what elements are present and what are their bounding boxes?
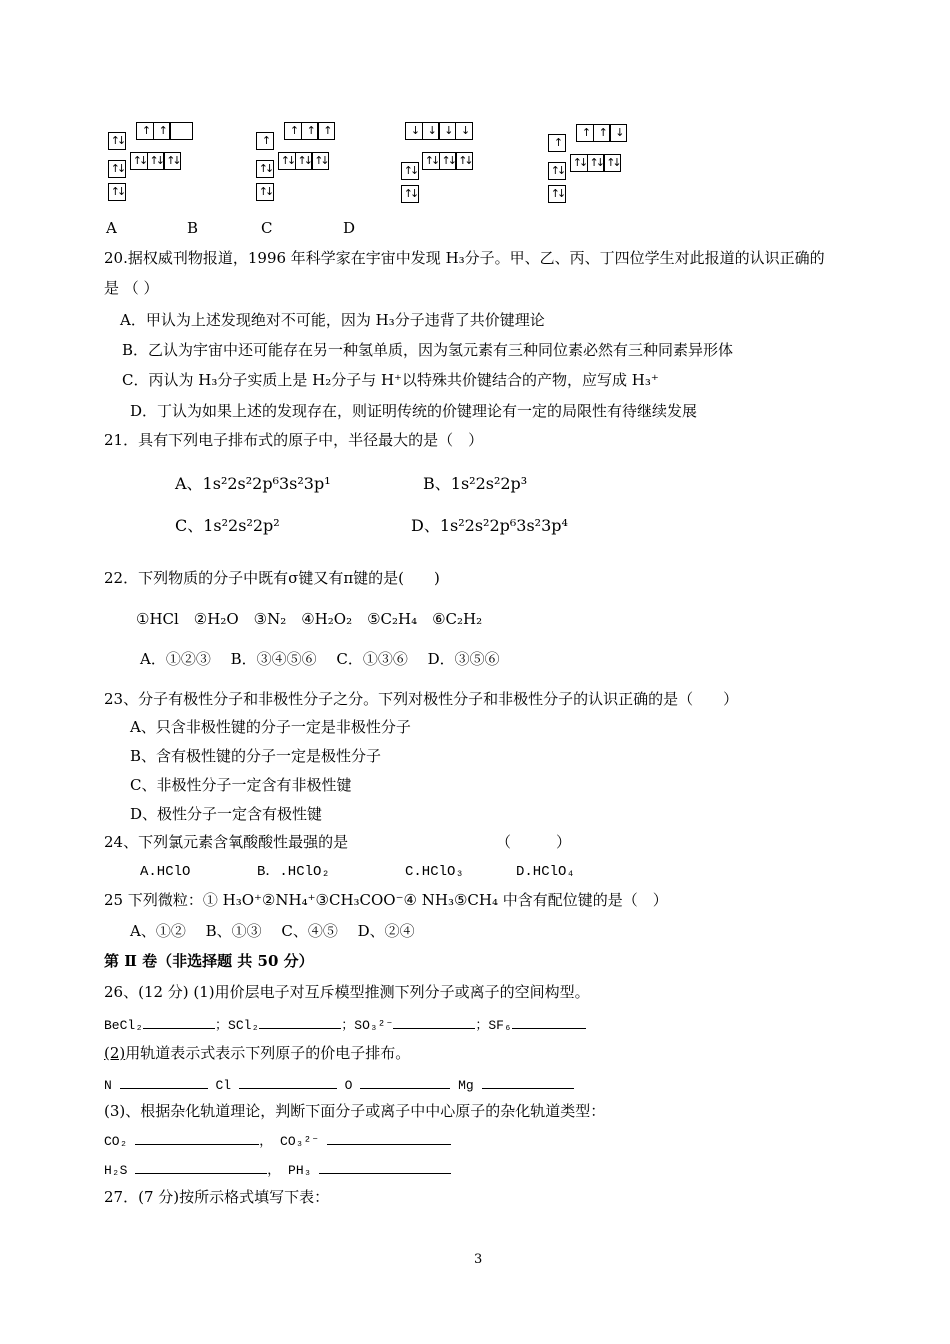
answer-blank[interactable] [120,1074,208,1089]
orbital-box: ↑↓ [163,152,181,170]
orbital-box: ↑↓ [130,152,148,170]
orbital-a-s1 [108,132,126,150]
orbital-b-s1 [256,183,274,201]
separator: ； [215,1018,229,1033]
species-label: CO₃²⁻ [280,1134,320,1149]
orbital-box: ↑↓ [603,154,621,172]
orbital-b-p [278,152,329,170]
orbital-box: ↑ [153,122,171,140]
orbital-box: ↑↓ [548,162,566,180]
atom-label: Mg [458,1078,474,1093]
answer-blank[interactable] [393,1014,475,1029]
part2-number: (2) [104,1044,126,1062]
q20-stem-line1: 20.据权威刊物报道，1996 年科学家在宇宙中发现 H₃分子。甲、乙、丙、丁四位学生对此报道的认识正确的 [104,249,825,267]
orbital-box: ↑↓ [548,185,566,203]
q21-option-a: A、1s²2s²2p⁶3s²3p¹ [175,474,331,493]
q23-stem: 23、分子有极性分子和非极性分子之分。下列对极性分子和非极性分子的认识正确的是（ ） [104,690,739,708]
orbital-box: ↑↓ [256,183,274,201]
answer-blank[interactable] [360,1074,450,1089]
q20-stem-line2: 是 （ ） [104,279,159,297]
orbital-a-s3 [108,183,126,201]
species-label: SCl₂ [228,1018,260,1033]
q23-option-b: B、含有极性键的分子一定是极性分子 [130,747,382,765]
option-label-d: D [343,219,356,237]
orbital-box: ↑↓ [278,152,296,170]
option-label-b: B [187,219,199,237]
separator: ， [259,1134,273,1149]
q24-paren: （ ） [496,833,572,851]
orbital-box: ↑↓ [587,154,605,172]
q20-option-b: B．乙认为宇宙中还可能存在另一种氢单质，因为氢元素有三种同位素必然有三种同素异形体 [122,341,734,359]
orbital-box: ↑↓ [295,152,313,170]
orbital-c-p [422,152,473,170]
orbital-box: ↑↓ [455,152,473,170]
orbital-box: ↑↓ [570,154,588,172]
orbital-box: ↓ [405,122,423,140]
q25-options: A、①② B、①③ C、④⑤ D、②④ [130,922,415,940]
q25-stem: 25 下列微粒：① H₃O⁺②NH₄⁺③CH₃COO⁻④ NH₃⑤CH₄ 中含有配位键的是（ ） [104,891,668,909]
orbital-b-s2 [256,160,274,178]
part2-title: 第 Ⅱ 卷（非选择题 共 50 分） [104,952,314,970]
part2-text: 用轨道表示式表示下列原子的价电子排布。 [125,1044,411,1062]
species-label: CO₂ [104,1134,128,1149]
orbital-box: ↑↓ [108,183,126,201]
orbital-b-top [284,122,335,140]
orbital-box [169,122,193,140]
answer-blank[interactable] [135,1159,267,1174]
q22-stem: 22．下列物质的分子中既有σ键又有π键的是( ) [104,569,440,587]
orbital-d-s1 [548,185,566,203]
q27-stem: 27．(7 分)按所示格式填写下表： [104,1188,330,1206]
answer-blank[interactable] [239,1074,337,1089]
q24-option-c: C.HClO₃ [405,864,464,880]
separator: ； [341,1018,355,1033]
orbital-c-s1 [401,185,419,203]
atom-label: O [344,1078,353,1093]
answer-blank[interactable] [482,1074,574,1089]
q20-option-a: A．甲认为上述发现绝对不可能，因为 H₃分子违背了共价键理论 [120,311,545,329]
orbital-b-extra [256,132,274,150]
orbital-box: ↑↓ [147,152,165,170]
orbital-box: ↑ [317,122,335,140]
orbital-d-s2 [548,162,566,180]
q22-items: ①HCl ②H₂O ③N₂ ④H₂O₂ ⑤C₂H₄ ⑥C₂H₂ [136,610,483,628]
q24-option-b: B．.HClO₂ [257,864,330,880]
orbital-box: ↑ [576,124,594,142]
q26-stem: 26、(12 分) (1)用价层电子对互斥模型推测下列分子或离子的空间构型。 [104,983,590,1001]
orbital-box: ↑↓ [401,162,419,180]
q24-option-a: A.HClO [140,864,191,880]
q20-option-c: C．丙认为 H₃分子实质上是 H₂分子与 H⁺以特殊共价键结合的产物，应写成 H₃⁺ [122,371,659,389]
orbital-box: ↑↓ [401,185,419,203]
q21-option-d: D、1s²2s²2p⁶3s²3p⁴ [411,516,568,535]
orbital-d-top [576,124,627,142]
orbital-box: ↓ [609,124,627,142]
orbital-box: ↑↓ [108,132,126,150]
orbital-box: ↑ [301,122,319,140]
orbital-d-extra [548,134,566,152]
q24-stem: 24、下列氯元素含氧酸酸性最强的是 [104,833,349,851]
q26-part2-stem [104,1043,410,1063]
orbital-box: ↑↓ [311,152,329,170]
separator: ； [475,1018,489,1033]
q26-part3-stem: (3)、根据杂化轨道理论，判断下面分子或离子中中心原子的杂化轨道类型： [104,1102,606,1120]
atom-label: N [104,1078,112,1093]
orbital-box: ↑ [256,132,274,150]
q23-option-d: D、极性分子一定含有极性键 [130,805,323,823]
q21-stem: 21．具有下列电子排布式的原子中，半径最大的是（ ） [104,431,484,449]
separator: ， [267,1163,281,1178]
q20-option-d: D．丁认为如果上述的发现存在，则证明传统的价键理论有一定的局限性有待继续发展 [130,402,698,420]
species-label: PH₃ [288,1163,312,1178]
q22-options: A．①②③ B．③④⑤⑥ C．①③⑥ D．③⑤⑥ [140,650,500,668]
q26-part1-blanks [104,1014,586,1036]
orbital-box: ↓ [438,122,456,140]
species-label: SO₃²⁻ [354,1018,394,1033]
q23-option-c: C、非极性分子一定含有非极性键 [130,776,352,794]
species-label: SF₆ [488,1018,512,1033]
species-label: H₂S [104,1163,128,1178]
orbital-c-top [405,122,473,140]
q26-part3-row2 [104,1159,451,1181]
q21-option-c: C、1s²2s²2p² [175,516,280,535]
answer-blank[interactable] [135,1130,259,1145]
q21-option-b: B、1s²2s²2p³ [423,474,528,493]
option-label-a: A [106,219,117,237]
answer-blank[interactable] [512,1014,586,1029]
answer-blank[interactable] [319,1159,451,1174]
orbital-box: ↑↓ [422,152,440,170]
orbital-box: ↑ [136,122,154,140]
answer-blank[interactable] [143,1014,215,1029]
q24-option-d: D.HClO₄ [516,864,575,880]
orbital-box: ↑ [284,122,302,140]
q23-option-a: A、只含非极性键的分子一定是非极性分子 [130,718,411,736]
orbital-a-p [130,152,181,170]
orbital-box: ↓ [422,122,440,140]
orbital-box: ↑↓ [439,152,457,170]
q26-part2-blanks [104,1074,574,1096]
species-label: BeCl₂ [104,1018,144,1033]
orbital-box: ↑↓ [256,160,274,178]
answer-blank[interactable] [327,1130,451,1145]
orbital-c-s2 [401,162,419,180]
option-label-c: C [261,219,273,237]
atom-label: Cl [215,1078,232,1093]
orbital-box: ↑ [593,124,611,142]
orbital-d-p [570,154,621,172]
orbital-a-top [136,122,193,140]
orbital-box: ↓ [455,122,473,140]
orbital-box: ↑ [548,134,566,152]
page-number: 3 [474,1252,483,1267]
orbital-a-s2 [108,160,126,178]
q26-part3-row1 [104,1130,451,1152]
answer-blank[interactable] [259,1014,341,1029]
orbital-box: ↑↓ [108,160,126,178]
